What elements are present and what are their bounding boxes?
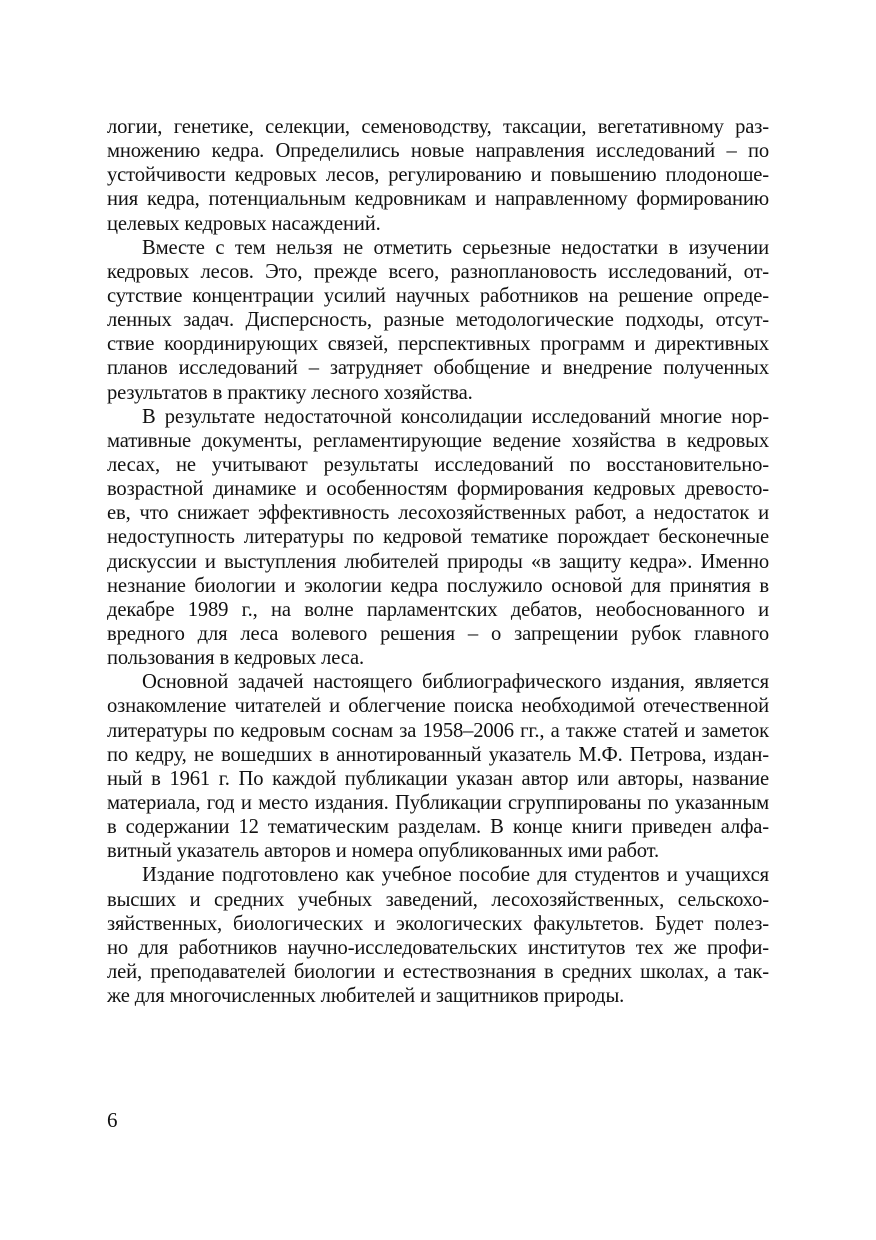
paragraph-3-line-11: пользования в кедровых леса. <box>107 647 365 670</box>
paragraph-1-line-4: ния кедра, потенциальным кедровникам и направленному формированию <box>107 188 769 211</box>
paragraph-3-line-8: незнание биологии и экологии кедра послужило основой для принятия в <box>107 574 769 597</box>
paragraph-2-line-1: Вместе с тем нельзя не отметить серьезные недостатки в изучении <box>142 236 769 259</box>
paragraph-2-line-4: ленных задач. Дисперсность, разные методологические подходы, отсут- <box>107 309 769 332</box>
paragraph-3-line-3: лесах, не учитывают результаты исследований по восстановительно- <box>107 453 769 476</box>
paragraph-1-line-5: целевых кедровых насаждений. <box>107 212 381 235</box>
paragraph-2-line-6: планов исследований – затрудняет обобщение и внедрение полученных <box>107 357 769 380</box>
paragraph-4-line-3: литературы по кедровым соснам за 1958–2006 гг., а также статей и заметок <box>107 719 769 742</box>
paragraph-3-line-5: ев, что снижает эффективность лесохозяйственных работ, а недостаток и <box>107 502 769 525</box>
paragraph-5-line-2: высших и средних учебных заведений, лесохозяйственных, сельскохо- <box>107 888 769 911</box>
paragraph-1-line-2: множению кедра. Определились новые направления исследований – по <box>107 140 769 163</box>
paragraph-4-line-4: по кедру, не вошедших в аннотированный указатель М.Ф. Петрова, издан- <box>107 743 769 766</box>
paragraph-3-line-2: мативные документы, регламентирующие ведение хозяйства в кедровых <box>107 429 769 452</box>
paragraph-4-line-7: в содержании 12 тематическим разделам. В конце книги приведен алфа- <box>107 816 769 839</box>
paragraph-5-line-1: Издание подготовлено как учебное пособие для студентов и учащихся <box>142 864 769 887</box>
paragraph-1-line-1: логии, генетике, селекции, семеноводству, таксации, вегетативному раз- <box>107 116 769 138</box>
paragraph-2-line-3: сутствие концентрации усилий научных работников на решение опреде- <box>107 284 769 307</box>
paragraph-3-line-9: декабре 1989 г., на волне парламентских дебатов, необоснованного и <box>107 598 769 621</box>
paragraph-3-line-10: вредного для леса волевого решения – о запрещении рубок главного <box>107 622 769 645</box>
paragraph-5-line-3: зяйственных, биологических и экологических факультетов. Будет полез- <box>107 912 769 935</box>
paragraph-5-line-4: но для работников научно-исследовательских институтов тех же профи- <box>107 936 769 959</box>
paragraph-3-line-1: В результате недостаточной консолидации исследований многие нор- <box>142 405 769 428</box>
paragraph-3-line-7: дискуссии и выступления любителей природы «в защиту кедра». Именно <box>107 550 769 573</box>
paragraph-4-line-2: ознакомление читателей и облегчение поиска необходимой отечественной <box>107 695 769 718</box>
paragraph-2-line-5: ствие координирующих связей, перспективных программ и директивных <box>107 333 769 356</box>
paragraph-5-line-5: лей, преподавателей биологии и естествознания в средних школах, а так- <box>107 960 769 983</box>
paragraph-3-line-6: недоступность литературы по кедровой тематике порождает бесконечные <box>107 526 769 549</box>
paragraph-2-line-2: кедровых лесов. Это, прежде всего, разноплановость исследований, от- <box>107 260 769 283</box>
body-text <box>107 115 769 1008</box>
page-number: 6 <box>107 1108 118 1132</box>
paragraph-4-line-1: Основной задачей настоящего библиографического издания, является <box>142 671 769 694</box>
paragraph-4-line-8: витный указатель авторов и номера опубликованных ими работ. <box>107 840 659 863</box>
paragraph-3-line-4: возрастной динамике и особенностям формирования кедровых древосто- <box>107 478 769 501</box>
paragraph-4-line-6: материала, год и место издания. Публикации сгруппированы по указанным <box>107 791 769 814</box>
paragraph-2-line-7: результатов в практику лесного хозяйства. <box>107 381 473 404</box>
paragraph-4-line-5: ный в 1961 г. По каждой публикации указан автор или авторы, название <box>107 767 769 790</box>
paragraph-1-line-3: устойчивости кедровых лесов, регулированию и повышению плодоноше- <box>107 164 769 187</box>
paragraph-5-line-6: же для многочисленных любителей и защитников природы. <box>107 985 625 1008</box>
